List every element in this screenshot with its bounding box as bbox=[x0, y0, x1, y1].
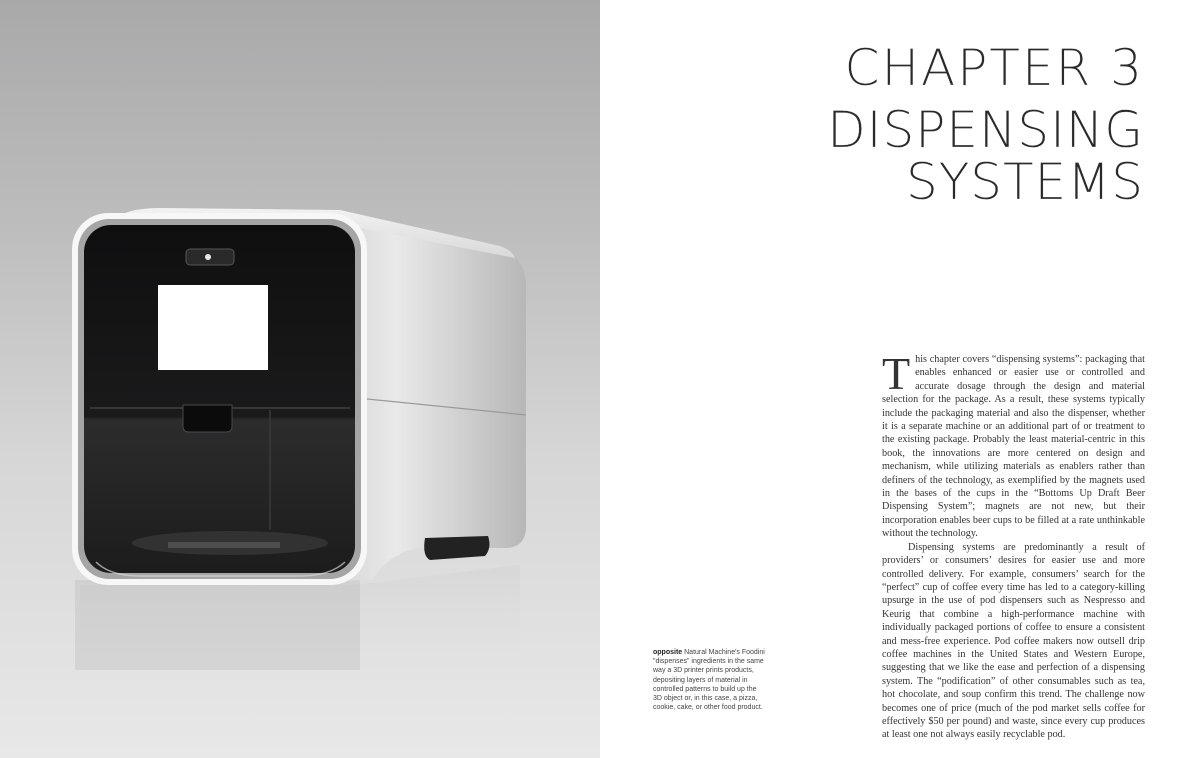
photo-caption bbox=[653, 648, 765, 712]
chapter-label: CHAPTER 3 bbox=[844, 39, 1144, 97]
caption-lead: opposite bbox=[653, 649, 683, 656]
body-paragraph-2: Dispensing systems are predominantly a result of providers’ or consumers’ desires for easier use and more controlled delivery. For example, consumers’ search for the “perfect” cup of coffee every time has led to a category-killing upsurge in the use of pod dispensers such as Nespresso and Keurig that combine a high-performance machine with individually packaged portions of coffee to ensure a consistent and mess-free experience. Pod coffee makers now outsell drip coffee machines in the United States and Western Europe, suggesting that we like the ease and perfection of a dispensing system. The “podification” of other consumables such as tea, hot chocolate, and soup confirm this trend. The challenge now becomes one of price (much of the pod market sells coffee for effectively $50 per pound) and waste, since every cup produces at least one not always easily recyclable pod. bbox=[882, 541, 1145, 741]
body-paragraph-1 bbox=[882, 348, 1145, 541]
chapter-title: DISPENSING SYSTEMS bbox=[827, 101, 1144, 211]
caption-text: Natural Machine's Foodini "dispenses" ingredients in the same way a 3D printer prints products, depositing layers of material in controlled patterns to build up the 3D object or, in this case, a pizza, cookie, cake, or other food product. bbox=[653, 649, 765, 712]
drop-cap: T bbox=[882, 348, 911, 399]
chapter-body-text bbox=[882, 348, 1145, 742]
paragraph-1-text: his chapter covers “dispensing systems”: packaging that enables enhanced or easier use or controlled and accurate dosage through the design and material selection for the package. As a result, these systems typically include the packaging material and also the dispenser, whether it is a separate machine or an additional part of or treatment to the existing package. Probably the least material-centric in this book, the innovations are more centered on design and mechanism, while utilizing materials as enablers rather than definers of the technology, as exemplified by the magnets used in the bases of the cups in the “Bottoms Up Draft Beer Dispensing System”; magnets are not new, but their incorporation enables beer cups to be filled at a rate unthinkable without the technology. bbox=[882, 354, 1145, 540]
